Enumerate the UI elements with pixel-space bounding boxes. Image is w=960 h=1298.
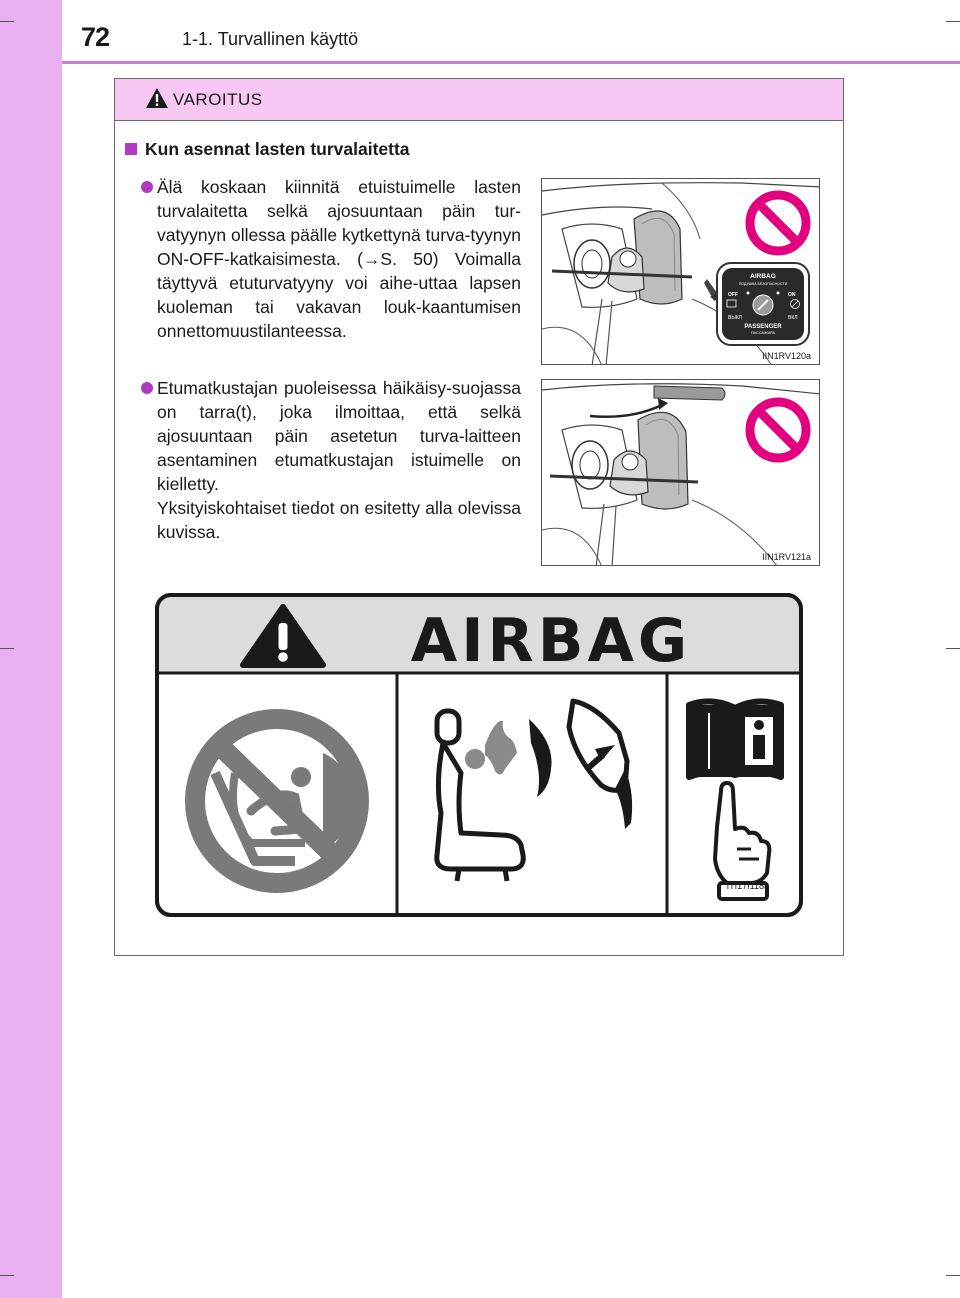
crop-mark — [946, 1275, 960, 1276]
child-seat-front-airbag-illustration — [542, 179, 820, 365]
figure-sun-visor-label — [541, 379, 820, 566]
warning-heading: VAROITUS — [173, 90, 263, 109]
crop-mark — [0, 648, 14, 649]
airbag-label-graphic — [155, 593, 803, 917]
switch-on-label: ON — [788, 292, 796, 298]
crop-mark — [0, 21, 14, 22]
switch-passenger-ru-label: ПАССАЖИРА — [750, 331, 776, 335]
warning-triangle-icon — [145, 87, 169, 109]
figure-code: IIN1RV120a — [762, 351, 811, 361]
switch-passenger-label: PASSENGER — [744, 324, 782, 330]
bullet-text: Älä koskaan kiinnitä etuistuimelle lasten turvalaitetta selkä ajosuuntaan päin tur-vatyynyn ollessa päälle kytkettynä turva-tyynyn ON-OFF-katkaisimesta. (→S. 50) Voimalla täyttyvä etuturvatyyny voi aihe-uttaa lapsen kuoleman tai vakavan louk-kaantumisen onnettomuustilanteessa. — [157, 177, 521, 341]
bullet-text: Etumatkustajan puoleisessa häikäisy-suojassa on tarra(t), joka ilmoittaa, että selkä ajosuuntaan päin asetetun turva-laitteen asentaminen etumatkustajan istuimelle on kielletty. Yksityiskohtaiset tiedot on esitetty alla olevissa kuvissa. — [157, 378, 521, 542]
section-square-icon — [125, 143, 137, 155]
switch-title: AIRBAG — [750, 273, 776, 280]
figure-child-seat-switch — [541, 178, 820, 365]
airbag-label-title: AIRBAG — [410, 606, 692, 676]
bullet-dot-icon — [141, 181, 153, 193]
airbag-warning-label — [155, 593, 803, 917]
warning-header — [115, 79, 843, 121]
crop-mark — [946, 648, 960, 649]
bullet-item — [141, 175, 521, 343]
chapter-side-bar — [0, 0, 62, 1298]
figure-code: IIN1RV121a — [762, 552, 811, 562]
switch-off-ru-label: ВЫКЛ — [728, 315, 742, 321]
section-title — [125, 139, 410, 160]
switch-subtitle: ПОДУШКА БЕЗОПАСНОСТИ — [738, 282, 788, 286]
bullet-item — [141, 376, 521, 544]
warning-box — [114, 78, 844, 956]
section-title-text: Kun asennat lasten turvalaitetta — [145, 139, 410, 159]
switch-off-label: OFF — [728, 292, 738, 298]
airbag-label-code: ITI17I118a — [726, 881, 769, 891]
read-manual-icon — [689, 701, 781, 777]
bullet-dot-icon — [141, 382, 153, 394]
page-number: 72 — [81, 22, 110, 52]
switch-on-ru-label: ВКЛ — [788, 315, 798, 321]
header-rule — [62, 61, 960, 64]
crop-mark — [946, 21, 960, 22]
page-section-title: 1-1. Turvallinen käyttö — [182, 29, 359, 49]
crop-mark — [0, 1275, 14, 1276]
sun-visor-label-illustration — [542, 380, 820, 566]
